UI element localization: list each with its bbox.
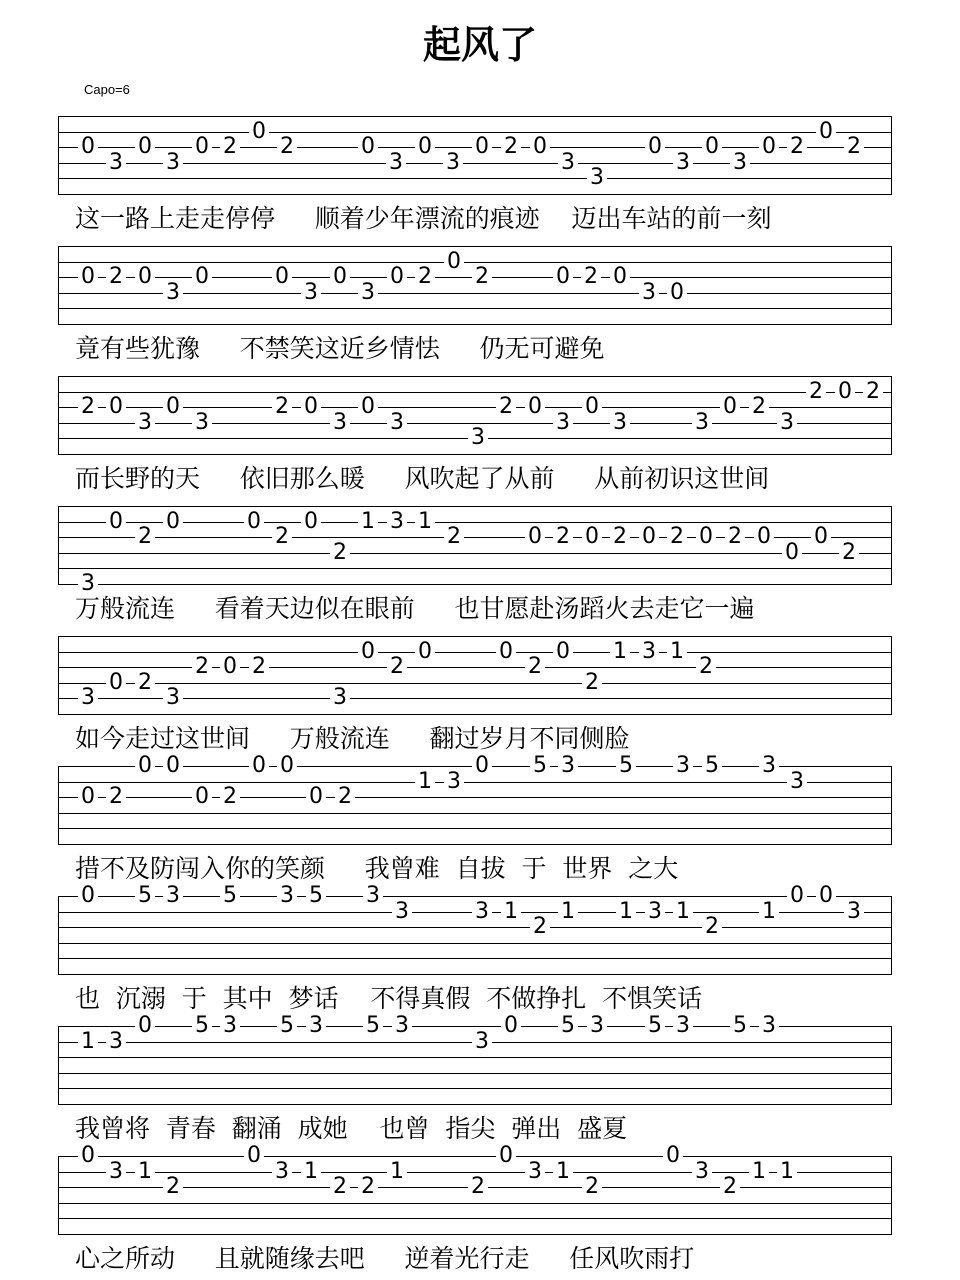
string-line [58, 178, 892, 179]
fret-number: 2 [220, 136, 240, 158]
fret-number: 3 [730, 152, 750, 174]
bar-line [58, 116, 59, 194]
string-line [58, 584, 892, 585]
fret-number: 0 [301, 396, 321, 418]
fret-number: 0 [553, 641, 573, 663]
fret-number: 2 [135, 526, 155, 548]
fret-number: 2 [415, 266, 435, 288]
fret-number: 2 [749, 396, 769, 418]
fret-number: 3 [777, 412, 797, 434]
fret-number: 0 [306, 786, 326, 808]
fret-number: 0 [358, 641, 378, 663]
fret-number: 2 [335, 786, 355, 808]
string-line [58, 116, 892, 117]
fret-number: 1 [777, 1161, 797, 1183]
fret-number: 5 [277, 1015, 297, 1037]
fret-number: 0 [135, 755, 155, 777]
fret-number: 5 [730, 1015, 750, 1037]
fret-number: 3 [468, 427, 488, 449]
fret-number: 0 [301, 511, 321, 533]
fret-number: 2 [330, 1176, 350, 1198]
fret-number: 0 [249, 755, 269, 777]
fret-number: 3 [692, 1161, 712, 1183]
bar-line [58, 1156, 59, 1234]
fret-number: 2 [863, 381, 883, 403]
fret-number: 2 [277, 136, 297, 158]
fret-number: 3 [787, 771, 807, 793]
fret-number: 0 [135, 1015, 155, 1037]
fret-number: 2 [387, 656, 407, 678]
bar-line [891, 896, 892, 974]
string-line [58, 553, 892, 554]
fret-number: 0 [696, 526, 716, 548]
bar-line [58, 246, 59, 324]
fret-number: 0 [78, 786, 98, 808]
fret-number: 0 [192, 786, 212, 808]
fret-number: 1 [415, 771, 435, 793]
string-line [58, 376, 892, 377]
fret-number: 0 [106, 511, 126, 533]
fret-number: 3 [553, 412, 573, 434]
fret-number: 0 [106, 672, 126, 694]
lyric-line: 措不及防闯入你的笑颜 我曾难 自拔 于 世界 之大 [75, 854, 679, 883]
fret-number: 0 [415, 641, 435, 663]
fret-number: 2 [501, 136, 521, 158]
fret-number: 2 [725, 526, 745, 548]
lyric-line: 竟有些犹豫 不禁笑这近乡情怯 仍无可避免 [75, 334, 605, 363]
string-line [58, 1073, 892, 1074]
fret-number: 2 [696, 656, 716, 678]
fret-number: 0 [501, 1015, 521, 1037]
fret-number: 0 [272, 266, 292, 288]
fret-number: 3 [301, 282, 321, 304]
fret-number: 0 [106, 396, 126, 418]
fret-number: 3 [558, 152, 578, 174]
string-line [58, 506, 892, 507]
fret-number: 5 [558, 1015, 578, 1037]
bar-line [58, 1026, 59, 1104]
fret-number: 3 [306, 1015, 326, 1037]
fret-number: 0 [249, 121, 269, 143]
fret-number: 0 [816, 885, 836, 907]
fret-number: 2 [220, 786, 240, 808]
string-line [58, 522, 892, 523]
fret-number: 2 [496, 396, 516, 418]
song-title: 起风了 [422, 23, 537, 67]
fret-number: 2 [468, 1176, 488, 1198]
string-line [58, 1156, 892, 1157]
string-line [58, 423, 892, 424]
fret-number: 3 [358, 282, 378, 304]
fret-number: 0 [667, 282, 687, 304]
bar-line [58, 766, 59, 844]
fret-number: 5 [616, 755, 636, 777]
fret-number: 5 [220, 885, 240, 907]
string-line [58, 714, 892, 715]
lyric-line: 而长野的天 依旧那么暖 风吹起了从前 从前初识这世间 [75, 464, 770, 493]
fret-number: 0 [358, 136, 378, 158]
fret-number: 3 [392, 1015, 412, 1037]
fret-number: 2 [330, 542, 350, 564]
fret-number: 0 [135, 136, 155, 158]
fret-number: 0 [782, 542, 802, 564]
fret-number: 2 [553, 526, 573, 548]
fret-number: 0 [787, 885, 807, 907]
fret-number: 0 [472, 755, 492, 777]
string-line [58, 1234, 892, 1235]
fret-number: 0 [277, 755, 297, 777]
fret-number: 1 [667, 641, 687, 663]
bar-line [891, 376, 892, 454]
bar-line [58, 636, 59, 714]
fret-number: 2 [787, 136, 807, 158]
fret-number: 0 [192, 136, 212, 158]
string-line [58, 308, 892, 309]
fret-number: 0 [78, 136, 98, 158]
fret-number: 3 [192, 412, 212, 434]
fret-number: 2 [610, 526, 630, 548]
fret-number: 3 [639, 282, 659, 304]
fret-number: 0 [192, 266, 212, 288]
fret-number: 2 [581, 266, 601, 288]
fret-number: 0 [663, 1145, 683, 1167]
string-line [58, 293, 892, 294]
fret-number: 0 [163, 755, 183, 777]
fret-number: 3 [135, 412, 155, 434]
string-line [58, 1203, 892, 1204]
fret-number: 2 [582, 672, 602, 694]
fret-number: 5 [363, 1015, 383, 1037]
string-line [58, 163, 892, 164]
fret-number: 3 [106, 152, 126, 174]
string-line [58, 782, 892, 783]
fret-number: 3 [106, 1031, 126, 1053]
lyric-line: 我曾将 青春 翻涌 成她 也曾 指尖 弹出 盛夏 [75, 1114, 628, 1143]
fret-number: 3 [163, 687, 183, 709]
fret-number: 0 [553, 266, 573, 288]
string-line [58, 454, 892, 455]
bar-line [891, 116, 892, 194]
fret-number: 0 [639, 526, 659, 548]
fret-number: 0 [835, 381, 855, 403]
fret-number: 0 [472, 136, 492, 158]
fret-number: 3 [673, 152, 693, 174]
fret-number: 2 [720, 1176, 740, 1198]
fret-number: 1 [610, 641, 630, 663]
fret-number: 3 [106, 1161, 126, 1183]
string-line [58, 194, 892, 195]
fret-number: 3 [645, 901, 665, 923]
string-line [58, 1104, 892, 1105]
fret-number: 2 [135, 672, 155, 694]
bar-line [58, 376, 59, 454]
fret-number: 3 [386, 152, 406, 174]
fret-number: 3 [472, 1031, 492, 1053]
string-line [58, 974, 892, 975]
fret-number: 3 [525, 1161, 545, 1183]
fret-number: 0 [582, 396, 602, 418]
string-line [58, 683, 892, 684]
fret-number: 2 [106, 266, 126, 288]
fret-number: 3 [387, 412, 407, 434]
fret-number: 2 [444, 526, 464, 548]
bar-line [891, 506, 892, 584]
fret-number: 3 [363, 885, 383, 907]
fret-number: 3 [472, 901, 492, 923]
lyric-line: 万般流连 看着天边似在眼前 也甘愿赴汤蹈火去走它一遍 [75, 594, 755, 623]
fret-number: 1 [749, 1161, 769, 1183]
string-line [58, 568, 892, 569]
bar-line [58, 506, 59, 584]
fret-number: 3 [392, 901, 412, 923]
fret-number: 3 [673, 755, 693, 777]
string-line [58, 943, 892, 944]
fret-number: 0 [811, 526, 831, 548]
fret-number: 3 [587, 167, 607, 189]
fret-number: 2 [163, 1176, 183, 1198]
string-line [58, 652, 892, 653]
fret-number: 2 [844, 136, 864, 158]
bar-line [891, 636, 892, 714]
fret-number: 5 [135, 885, 155, 907]
fret-number: 3 [692, 412, 712, 434]
string-line [58, 958, 892, 959]
fret-number: 0 [78, 1145, 98, 1167]
fret-number: 5 [306, 885, 326, 907]
fret-number: 0 [525, 396, 545, 418]
fret-number: 1 [358, 511, 378, 533]
fret-number: 1 [616, 901, 636, 923]
fret-number: 0 [78, 266, 98, 288]
fret-number: 2 [272, 396, 292, 418]
fret-number: 1 [759, 901, 779, 923]
bar-line [891, 1026, 892, 1104]
fret-number: 1 [553, 1161, 573, 1183]
fret-number: 5 [702, 755, 722, 777]
string-line [58, 927, 892, 928]
fret-number: 2 [530, 916, 550, 938]
string-line [58, 896, 892, 897]
fret-number: 0 [582, 526, 602, 548]
bar-line [891, 1156, 892, 1234]
fret-number: 0 [645, 136, 665, 158]
string-line [58, 844, 892, 845]
fret-number: 2 [472, 266, 492, 288]
fret-number: 0 [525, 526, 545, 548]
fret-number: 3 [330, 412, 350, 434]
fret-number: 2 [806, 381, 826, 403]
fret-number: 0 [220, 656, 240, 678]
fret-number: 0 [330, 266, 350, 288]
fret-number: 3 [610, 412, 630, 434]
string-line [58, 324, 892, 325]
fret-number: 3 [387, 511, 407, 533]
string-line [58, 1057, 892, 1058]
fret-number: 2 [249, 656, 269, 678]
fret-number: 5 [192, 1015, 212, 1037]
bar-line [891, 246, 892, 324]
fret-number: 3 [587, 1015, 607, 1037]
fret-number: 2 [192, 656, 212, 678]
fret-number: 3 [220, 1015, 240, 1037]
fret-number: 3 [558, 755, 578, 777]
lyric-line: 心之所动 且就随缘去吧 逆着光行走 任风吹雨打 [75, 1244, 695, 1273]
fret-number: 1 [135, 1161, 155, 1183]
tab-staff [58, 636, 892, 714]
string-line [58, 813, 892, 814]
fret-number: 3 [272, 1161, 292, 1183]
fret-number: 3 [639, 641, 659, 663]
fret-number: 0 [387, 266, 407, 288]
fret-number: 3 [444, 771, 464, 793]
fret-number: 1 [415, 511, 435, 533]
fret-number: 3 [163, 282, 183, 304]
fret-number: 1 [673, 901, 693, 923]
fret-number: 0 [244, 511, 264, 533]
fret-number: 0 [163, 396, 183, 418]
fret-number: 0 [816, 121, 836, 143]
string-line [58, 1088, 892, 1089]
fret-number: 3 [844, 901, 864, 923]
string-line [58, 392, 892, 393]
fret-number: 0 [244, 1145, 264, 1167]
fret-number: 2 [78, 396, 98, 418]
fret-number: 0 [754, 526, 774, 548]
fret-number: 2 [272, 526, 292, 548]
fret-number: 3 [78, 687, 98, 709]
fret-number: 3 [330, 687, 350, 709]
fret-number: 1 [78, 1031, 98, 1053]
fret-number: 5 [530, 755, 550, 777]
fret-number: 0 [415, 136, 435, 158]
fret-number: 2 [358, 1176, 378, 1198]
string-line [58, 698, 892, 699]
fret-number: 2 [702, 916, 722, 938]
fret-number: 1 [558, 901, 578, 923]
fret-number: 0 [496, 1145, 516, 1167]
fret-number: 0 [78, 885, 98, 907]
fret-number: 0 [135, 266, 155, 288]
string-line [58, 246, 892, 247]
fret-number: 3 [759, 1015, 779, 1037]
fret-number: 1 [501, 901, 521, 923]
fret-number: 0 [759, 136, 779, 158]
fret-number: 1 [301, 1161, 321, 1183]
string-line [58, 667, 892, 668]
lyric-line: 如今走过这世间 万般流连 翻过岁月不同侧脸 [75, 724, 630, 753]
fret-number: 0 [530, 136, 550, 158]
fret-number: 3 [163, 885, 183, 907]
string-line [58, 797, 892, 798]
string-line [58, 262, 892, 263]
fret-number: 0 [610, 266, 630, 288]
lyric-line: 这一路上走走停停 顺着少年漂流的痕迹 迈出车站的前一刻 [75, 204, 772, 233]
fret-number: 3 [78, 573, 98, 595]
fret-number: 0 [163, 511, 183, 533]
fret-number: 3 [759, 755, 779, 777]
fret-number: 2 [525, 656, 545, 678]
fret-number: 3 [443, 152, 463, 174]
fret-number: 1 [387, 1161, 407, 1183]
lyric-line: 也 沉溺 于 其中 梦话 不得真假 不做挣扎 不惧笑话 [75, 984, 703, 1013]
fret-number: 2 [839, 542, 859, 564]
string-line [58, 828, 892, 829]
fret-number: 3 [673, 1015, 693, 1037]
fret-number: 3 [277, 885, 297, 907]
fret-number: 2 [582, 1176, 602, 1198]
capo-marking: Capo=6 [84, 82, 130, 97]
bar-line [891, 766, 892, 844]
fret-number: 0 [358, 396, 378, 418]
string-line [58, 636, 892, 637]
fret-number: 0 [496, 641, 516, 663]
fret-number: 5 [645, 1015, 665, 1037]
fret-number: 0 [702, 136, 722, 158]
fret-number: 0 [444, 251, 464, 273]
fret-number: 0 [720, 396, 740, 418]
string-line [58, 1218, 892, 1219]
bar-line [58, 896, 59, 974]
fret-number: 3 [163, 152, 183, 174]
fret-number: 2 [106, 786, 126, 808]
string-line [58, 132, 892, 133]
fret-number: 2 [667, 526, 687, 548]
